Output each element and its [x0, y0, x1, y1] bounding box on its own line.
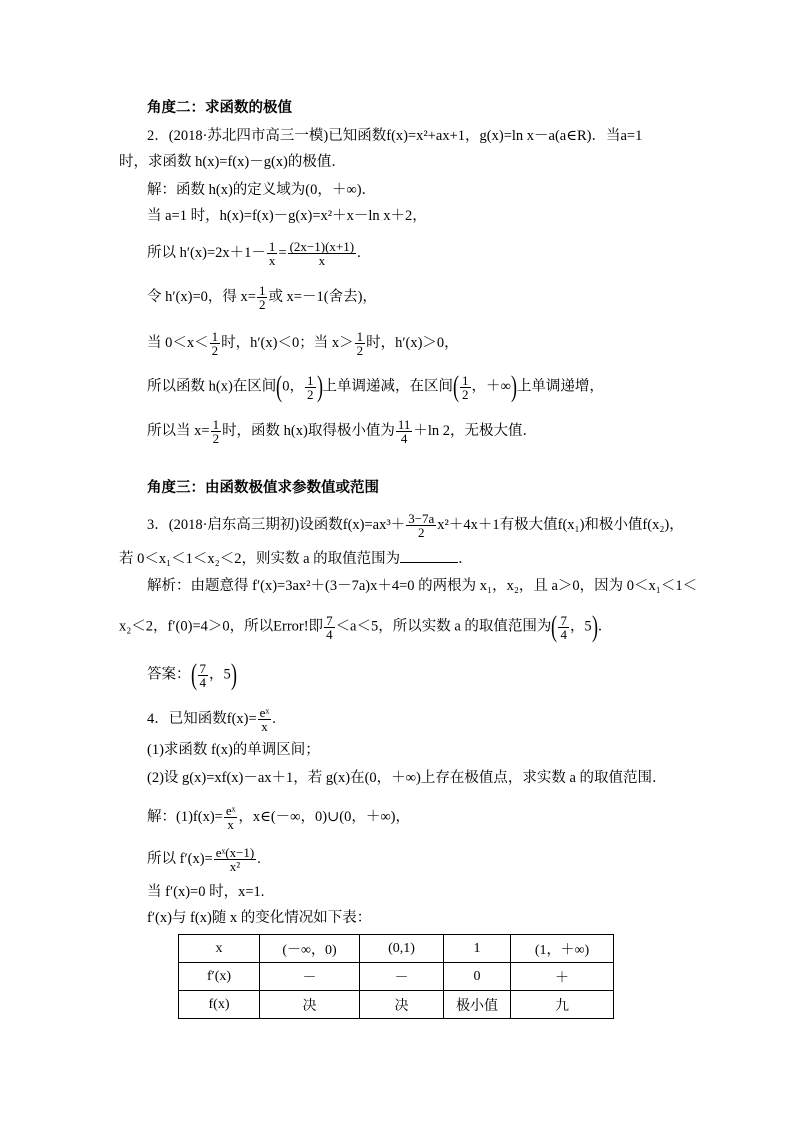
solution-2-line5: 当 0＜x＜ $\frac{1}{2}$ 时，h′(x)＜0；当 x＞ $\frac{1}{2}$ 时，h′(x)＞0，	[147, 329, 459, 358]
fraction: $\frac{1}{2}$	[307, 372, 314, 402]
fraction: $\frac{1}{2}$	[212, 417, 220, 446]
table-row	[179, 935, 614, 963]
fraction: $\frac{\text{eˣ(x−1)}}{\text{x²}}$	[215, 845, 255, 874]
fraction: $\frac{3-7a}{2}$	[408, 511, 435, 540]
problem-4-q2: (2)设 g(x)=xf(x)－ax＋1，若 g(x)在(0，＋∞)上存在极值点，求实数 a 的取值范围．	[147, 770, 667, 786]
answer-blank	[400, 548, 458, 563]
solution-2-line6: 所以函数 h(x)在区间(0， $\frac{1}{2}$ )上单调递减，在区间( $\frac{1}{2}$ ，＋∞)上单调递增，	[147, 370, 604, 403]
table-cell: (－∞，0)	[260, 935, 360, 963]
fraction: $\frac{7}{4}$	[326, 612, 333, 642]
section-heading-angle3: 角度三：由函数极值求参数值或范围	[147, 480, 379, 496]
table-cell: x	[179, 935, 260, 963]
variation-table	[178, 934, 614, 1019]
table-cell: f(x)	[179, 991, 260, 1019]
table-cell: ＋	[511, 963, 614, 991]
solution-2-line7: 所以当 x= $\frac{1}{2}$ 时，函数 h(x)取得极小值为 $\frac{11}{4}$ ＋ln 2，无极大值．	[147, 417, 538, 446]
fraction: $\frac{7}{4}$	[560, 612, 567, 642]
problem-4-q1: (1)求函数 f(x)的单调区间；	[147, 742, 320, 758]
fraction: $\frac{1}{2}$	[258, 283, 266, 312]
table-cell: 决	[360, 991, 444, 1019]
solution-2-line1: 解：函数 h(x)的定义域为(0，＋∞)．	[147, 182, 377, 198]
solution-4-line2: 所以 f′(x)= $\frac{\text{eˣ(x−1)}}{\text{x²}}$ .	[147, 845, 261, 874]
table-cell: 极小值	[444, 991, 511, 1019]
table-cell: －	[260, 963, 360, 991]
problem-4-line1: 4．已知函数f(x)= $\frac{\text{eˣ}}{x}$ .	[147, 705, 276, 734]
problem-2-line2: 时，求函数 h(x)=f(x)－g(x)的极值．	[119, 154, 346, 170]
fraction: $\frac{11}{4}$	[397, 417, 411, 446]
fraction: $\frac{(2x-1)(x+1)}{x}$	[289, 239, 355, 268]
solution-2-line2: 当 a=1 时，h(x)=f(x)－g(x)=x²＋x－ln x＋2，	[147, 208, 427, 224]
solution-3-line1: 解析：由题意得 f′(x)=3ax²＋(3－7a)x＋4=0 的两根为 x₁，x₂，且 a＞0，因为 0＜x₁＜1＜	[147, 578, 698, 594]
table-cell: 0	[444, 963, 511, 991]
fraction: $\frac{1}{2}$	[462, 372, 469, 402]
section-heading-angle2: 角度二：求函数的极值	[147, 100, 292, 116]
solution-4-line1: 解：(1)f(x)= $\frac{\text{eˣ}}{x}$ ，x∈(－∞，0)∪(0，＋∞)，	[147, 803, 410, 832]
table-cell: (1，＋∞)	[511, 935, 614, 963]
table-cell: 1	[444, 935, 511, 963]
fraction: $\frac{7}{4}$	[199, 660, 206, 690]
solution-4-line3: 当 f′(x)=0 时，x=1.	[147, 884, 265, 900]
fraction: $\frac{\text{eˣ}}{x}$	[259, 705, 270, 734]
table-cell: 决	[260, 991, 360, 1019]
table-cell: (0,1)	[360, 935, 444, 963]
table-cell: f′(x)	[179, 963, 260, 991]
table-row	[179, 991, 614, 1019]
table-row	[179, 963, 614, 991]
problem-2-line1: 2．(2018·苏北四市高三一模)已知函数f(x)=x²+ax+1，g(x)=ln x－a(a∈R)．当a=1	[147, 128, 643, 144]
problem-3-line1: 3．(2018·启东高三期初)设函数f(x)=ax³＋ $\frac{3-7a}{2}$ x²＋4x＋1有极大值f(x₁)和极小值f(x₂)，	[147, 511, 684, 540]
problem-3-line2: 若 0＜x₁＜1＜x₂＜2，则实数 a 的取值范围为 ．	[119, 548, 473, 569]
table-cell: －	[360, 963, 444, 991]
solution-2-line4: 令 h′(x)=0，得 x= $\frac{1}{2}$ 或 x=－1(舍去)，	[147, 283, 377, 312]
table-cell: 九	[511, 991, 614, 1019]
answer-3: 答案：( $\frac{7}{4}$ ，5)	[147, 658, 237, 691]
fraction: $\frac{1}{x}$	[268, 239, 276, 268]
solution-3-line2: x₂＜2，f′(0)=4＞0，所以Error!即 $\frac{7}{4}$ ＜a＜5，所以实数 a 的取值范围为( $\frac{7}{4}$ ，5)．	[119, 610, 613, 643]
solution-4-line4: f′(x)与 f(x)随 x 的变化情况如下表：	[147, 910, 372, 926]
fraction: $\frac{1}{2}$	[356, 329, 364, 358]
solution-2-line3: 所以 h′(x)=2x＋1－ $\frac{1}{x}$ = $\frac{(2x-1)(x+1)}{x}$ .	[147, 239, 361, 268]
fraction: $\frac{\text{eˣ}}{x}$	[225, 803, 236, 832]
fraction: $\frac{1}{2}$	[211, 329, 219, 358]
